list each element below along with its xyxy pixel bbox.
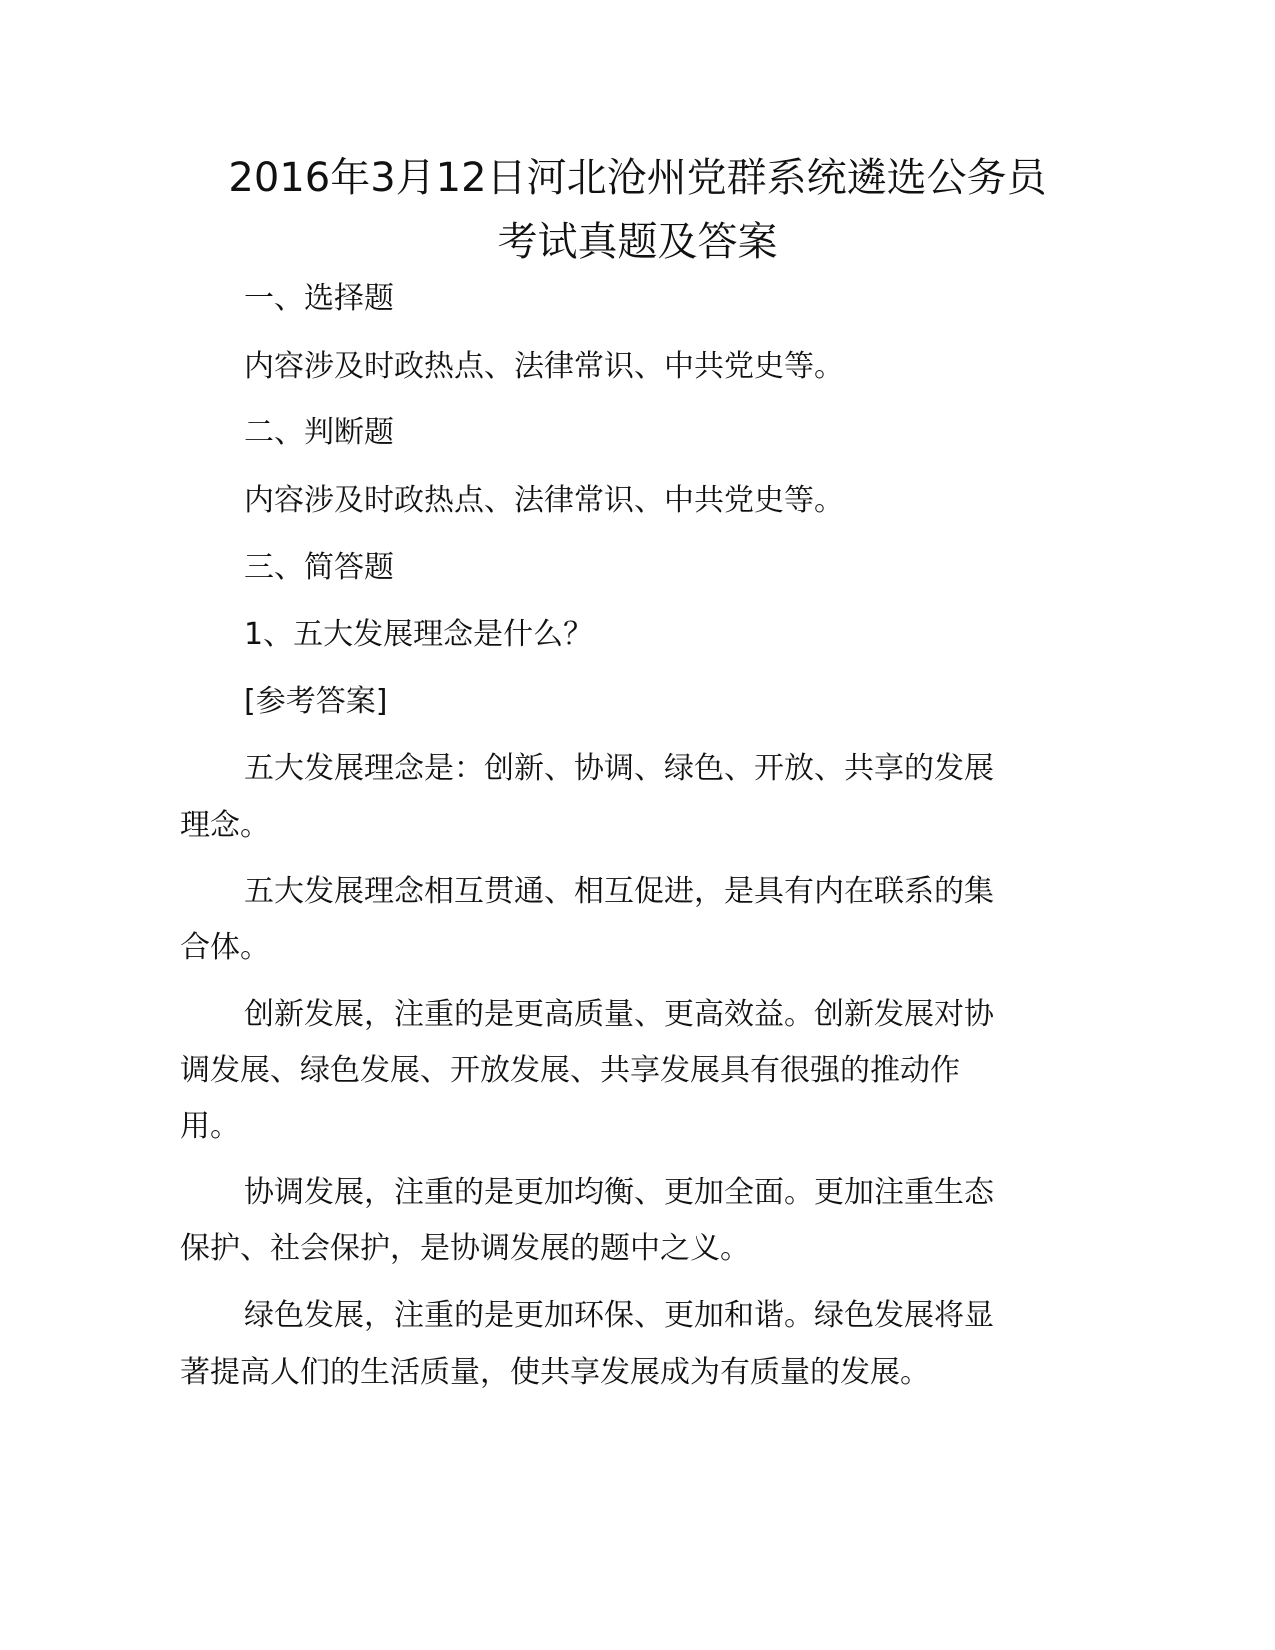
paragraph-3-line-1: 创新发展，注重的是更高质量、更高效益。创新发展对协 bbox=[244, 997, 994, 1032]
paragraph-5-line-2: 著提高人们的生活质量，使共享发展成为有质量的发展。 bbox=[180, 1355, 930, 1390]
paragraph-1-line-1: 五大发展理念是：创新、协调、绿色、开放、共享的发展 bbox=[244, 751, 994, 786]
question-1: 1、五大发展理念是什么？ bbox=[244, 617, 594, 652]
paragraph-3-line-3: 用。 bbox=[180, 1109, 240, 1144]
paragraph-2-line-1: 五大发展理念相互贯通、相互促进，是具有内在联系的集 bbox=[244, 874, 994, 909]
section-text-choice: 内容涉及时政热点、法律常识、中共党史等。 bbox=[244, 349, 844, 384]
section-text-judgement: 内容涉及时政热点、法律常识、中共党史等。 bbox=[244, 483, 844, 518]
section-heading-judgement: 二、判断题 bbox=[244, 415, 394, 450]
paragraph-4-line-1: 协调发展，注重的是更加均衡、更加全面。更加注重生态 bbox=[244, 1175, 994, 1210]
section-heading-short-answer: 三、简答题 bbox=[244, 550, 394, 585]
document-title-line2: 考试真题及答案 bbox=[497, 219, 778, 265]
paragraph-5-line-1: 绿色发展，注重的是更加环保、更加和谐。绿色发展将显 bbox=[244, 1298, 994, 1333]
paragraph-1-line-2: 理念。 bbox=[180, 808, 270, 843]
answer-label: [参考答案] bbox=[244, 684, 388, 719]
paragraph-2-line-2: 合体。 bbox=[180, 930, 270, 965]
document-title-line1: 2016年3月12日河北沧州党群系统遴选公务员 bbox=[228, 155, 1047, 201]
paragraph-3-line-2: 调发展、绿色发展、开放发展、共享发展具有很强的推动作 bbox=[180, 1053, 960, 1088]
paragraph-4-line-2: 保护、社会保护，是协调发展的题中之义。 bbox=[180, 1231, 750, 1266]
section-heading-choice: 一、选择题 bbox=[244, 281, 394, 316]
